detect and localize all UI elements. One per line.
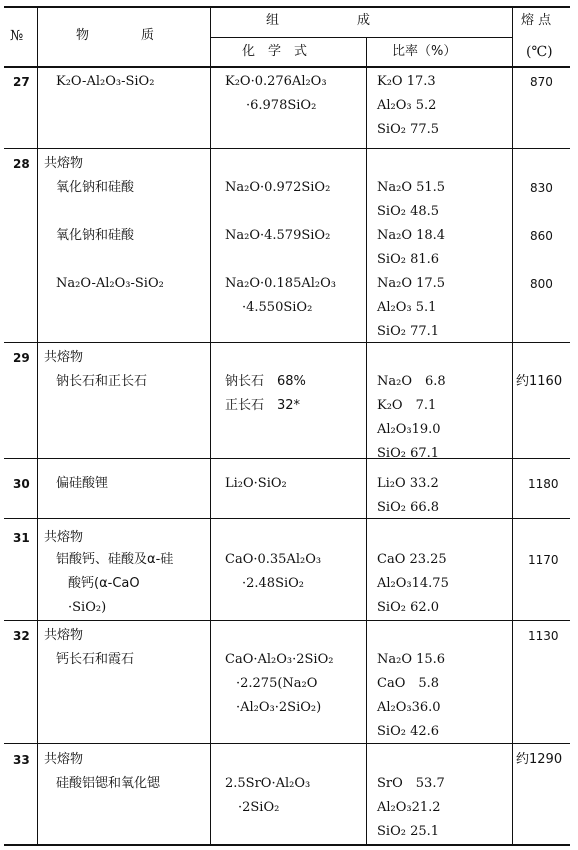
ratio-line: SiO₂ 48.5 [377,204,440,219]
ratio-line: SiO₂ 77.5 [377,122,440,137]
substance-line: K₂O-Al₂O₃-SiO₂ [56,74,155,89]
header-melting-unit: (℃) [526,44,553,60]
formula-line: Li₂O·SiO₂ [225,476,287,491]
header-no: № [10,28,24,44]
ratio-line: K₂O 17.3 [377,74,436,89]
formula-line: ·4.550SiO₂ [242,300,313,315]
table-top-rule [4,6,570,8]
header-ratio: 比率（%） [392,44,457,59]
substance-line: 钙长石和霞石 [56,652,135,667]
formula-line: K₂O·0.276Al₂O₃ [225,74,327,89]
substance-line: Na₂O-Al₂O₃-SiO₂ [56,276,164,291]
row-divider [4,743,570,744]
ratio-line: Al₂O₃ 5.1 [377,300,437,315]
substance-line: 共熔物 [44,628,84,643]
composition-table [4,6,570,846]
ratio-line: Na₂O 15.6 [377,652,446,667]
substance-line: 硅酸铝锶和氧化锶 [56,776,161,791]
header-bottom-rule [4,66,570,68]
melting-point: 1180 [528,477,559,491]
header-formula: 化 学 式 [242,44,308,59]
row-number: 30 [13,477,30,491]
formula-line: ·2SiO₂ [238,800,280,815]
row-divider [4,342,570,343]
ratio-line: SiO₂ 25.1 [377,824,440,839]
row-number: 31 [13,531,30,545]
ratio-line: SiO₂ 81.6 [377,252,440,267]
column-rule [210,6,211,846]
melting-point: 约1290 [516,752,563,767]
header-melting-point: 熔 点 [521,13,552,28]
ratio-line: Al₂O₃36.0 [377,700,441,715]
header-substance: 物 质 [76,28,155,43]
melting-point: 800 [530,277,553,291]
substance-line: 偏硅酸锂 [56,476,109,491]
formula-line: CaO·Al₂O₃·2SiO₂ [225,652,334,667]
ratio-line: Al₂O₃14.75 [377,576,449,591]
row-number: 29 [13,351,30,365]
ratio-line: SrO 53.7 [377,776,445,791]
formula-line: ·6.978SiO₂ [246,98,317,113]
formula-line: Na₂O·4.579SiO₂ [225,228,331,243]
ratio-line: K₂O 7.1 [377,398,437,413]
substance-line: 氧化钠和硅酸 [56,228,135,243]
row-divider [4,148,570,149]
formula-line: 2.5SrO·Al₂O₃ [225,776,311,791]
row-divider [4,518,570,519]
melting-point: 830 [530,181,553,195]
ratio-line: Al₂O₃19.0 [377,422,441,437]
substance-line: 共熔物 [44,530,84,545]
ratio-line: Na₂O 17.5 [377,276,446,291]
column-rule [366,37,367,846]
table-bottom-rule [4,844,570,846]
melting-point: 860 [530,229,553,243]
ratio-line: Na₂O 51.5 [377,180,446,195]
formula-line: Na₂O·0.972SiO₂ [225,180,331,195]
header-sub-rule [210,37,512,38]
substance-line: ·SiO₂) [68,600,107,615]
row-number: 28 [13,157,30,171]
row-number: 32 [13,629,30,643]
row-number: 27 [13,75,30,89]
formula-line: 正长石 32* [225,398,301,413]
row-number: 33 [13,753,30,767]
ratio-line: SiO₂ 62.0 [377,600,440,615]
header-composition: 组 成 [266,13,371,28]
formula-line: 钠长石 68% [225,374,306,389]
substance-line: 酸钙(α-CaO [68,576,140,591]
ratio-line: Al₂O₃ 5.2 [377,98,437,113]
substance-line: 钠长石和正长石 [56,374,148,389]
formula-line: ·2.275(Na₂O [236,676,318,691]
melting-point: 约1160 [516,374,563,389]
melting-point: 1130 [528,629,559,643]
formula-line: CaO·0.35Al₂O₃ [225,552,322,567]
ratio-line: SiO₂ 77.1 [377,324,440,339]
melting-point: 1170 [528,553,559,567]
melting-point: 870 [530,75,553,89]
ratio-line: Na₂O 18.4 [377,228,446,243]
substance-line: 共熔物 [44,156,84,171]
substance-line: 氧化钠和硅酸 [56,180,135,195]
ratio-line: SiO₂ 67.1 [377,446,440,461]
substance-line: 共熔物 [44,752,84,767]
column-rule [37,6,38,846]
substance-line: 铝酸钙、硅酸及α-硅 [56,552,174,567]
ratio-line: Na₂O 6.8 [377,374,446,389]
substance-line: 共熔物 [44,350,84,365]
row-divider [4,620,570,621]
formula-line: Na₂O·0.185Al₂O₃ [225,276,336,291]
row-divider [4,458,570,459]
ratio-line: CaO 5.8 [377,676,440,691]
formula-line: ·2.48SiO₂ [242,576,305,591]
ratio-line: CaO 23.25 [377,552,447,567]
ratio-line: Al₂O₃21.2 [377,800,441,815]
ratio-line: Li₂O 33.2 [377,476,439,491]
column-rule [512,6,513,846]
ratio-line: SiO₂ 42.6 [377,724,440,739]
ratio-line: SiO₂ 66.8 [377,500,440,515]
formula-line: ·Al₂O₃·2SiO₂) [236,700,322,715]
